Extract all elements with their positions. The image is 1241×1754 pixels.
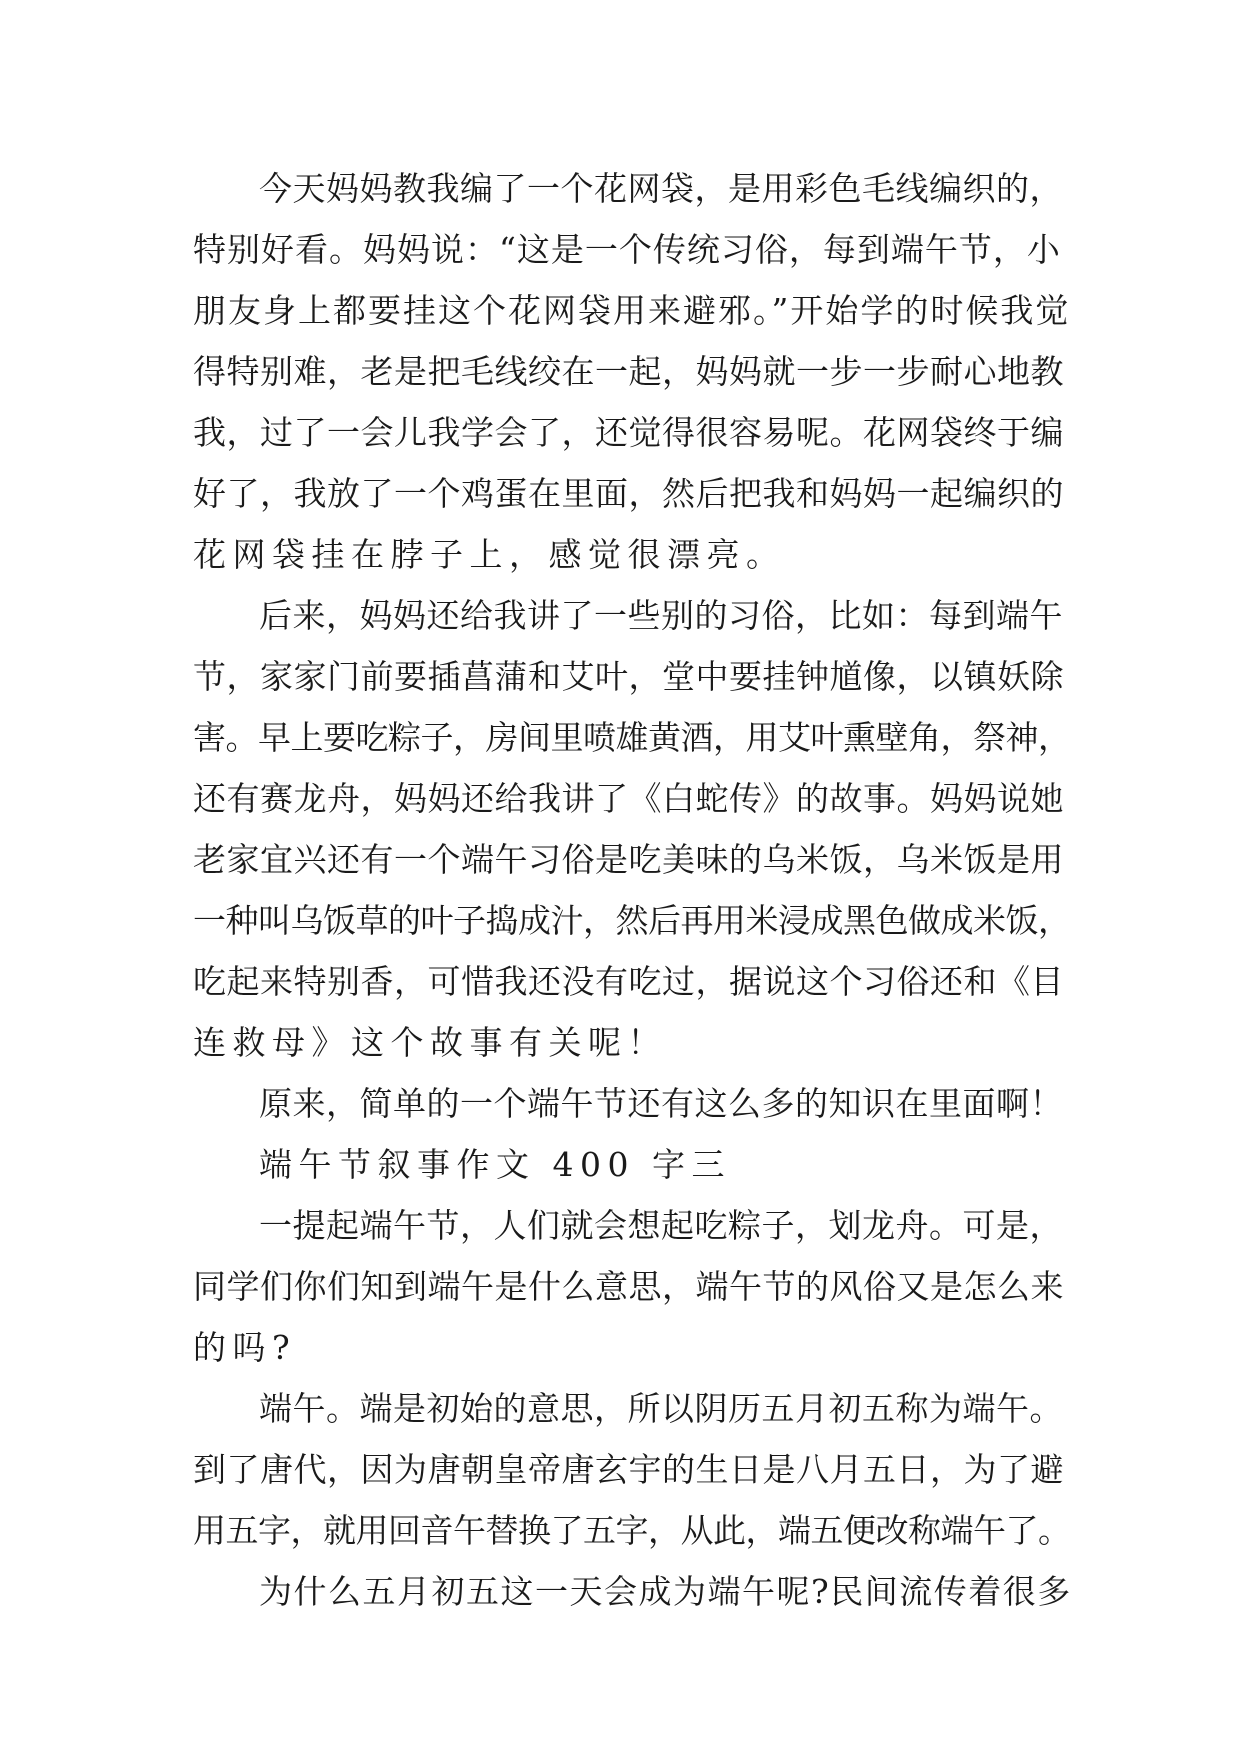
text-line: 为什么五月初五这一天会成为端午呢?民间流传着很多 [259, 1572, 1072, 1611]
text-line: 原来，简单的一个端午节还有这么多的知识在里面啊！ [259, 1084, 1063, 1123]
text-line: 一提起端午节，人们就会想起吃粽子，划龙舟。可是， [259, 1206, 1063, 1245]
text-line: 端午。端是初始的意思，所以阴历五月初五称为端午。 [259, 1389, 1063, 1428]
text-line: 端午节叙事作文 400 字三 [259, 1145, 731, 1184]
text-line: 花网袋挂在脖子上，感觉很漂亮。 [193, 535, 786, 574]
text-line: 一种叫乌饭草的叶子捣成汁，然后再用米浸成黑色做成米饭， [193, 901, 1071, 940]
text-line: 同学们你们知到端午是什么意思，端午节的风俗又是怎么来 [193, 1267, 1064, 1306]
text-line: 后来，妈妈还给我讲了一些别的习俗，比如：每到端午 [259, 596, 1063, 635]
text-line: 老家宜兴还有一个端午习俗是吃美味的乌米饭，乌米饭是用 [193, 840, 1064, 879]
text-line: 连救母》这个故事有关呢！ [193, 1023, 667, 1062]
text-line: 得特别难，老是把毛线绞在一起，妈妈就一步一步耐心地教 [193, 352, 1064, 391]
document-body [193, 158, 1073, 1622]
text-line: 吃起来特别香，可惜我还没有吃过，据说这个习俗还和《目 [193, 962, 1064, 1001]
text-line: 的吗? [193, 1328, 297, 1367]
text-line: 节，家家门前要插菖蒲和艾叶，堂中要挂钟馗像，以镇妖除 [193, 657, 1064, 696]
text-line: 害。早上要吃粽子，房间里喷雄黄酒，用艾叶熏壁角，祭神， [193, 718, 1071, 757]
text-line: 用五字，就用回音午替换了五字，从此，端五便改称端午了。 [193, 1511, 1071, 1550]
text-line: 还有赛龙舟，妈妈还给我讲了《白蛇传》的故事。妈妈说她 [193, 779, 1064, 818]
text-line: 我，过了一会儿我学会了，还觉得很容易呢。花网袋终于编 [193, 413, 1064, 452]
text-line: 今天妈妈教我编了一个花网袋，是用彩色毛线编织的， [259, 169, 1063, 208]
text-line: 好了，我放了一个鸡蛋在里面，然后把我和妈妈一起编织的 [193, 474, 1064, 513]
text-line: 到了唐代，因为唐朝皇帝唐玄宇的生日是八月五日，为了避 [193, 1450, 1064, 1489]
text-line: 朋友身上都要挂这个花网袋用来避邪。”开始学的时候我觉 [193, 291, 1071, 330]
text-line: 特别好看。妈妈说：“这是一个传统习俗，每到端午节，小 [193, 230, 1061, 269]
